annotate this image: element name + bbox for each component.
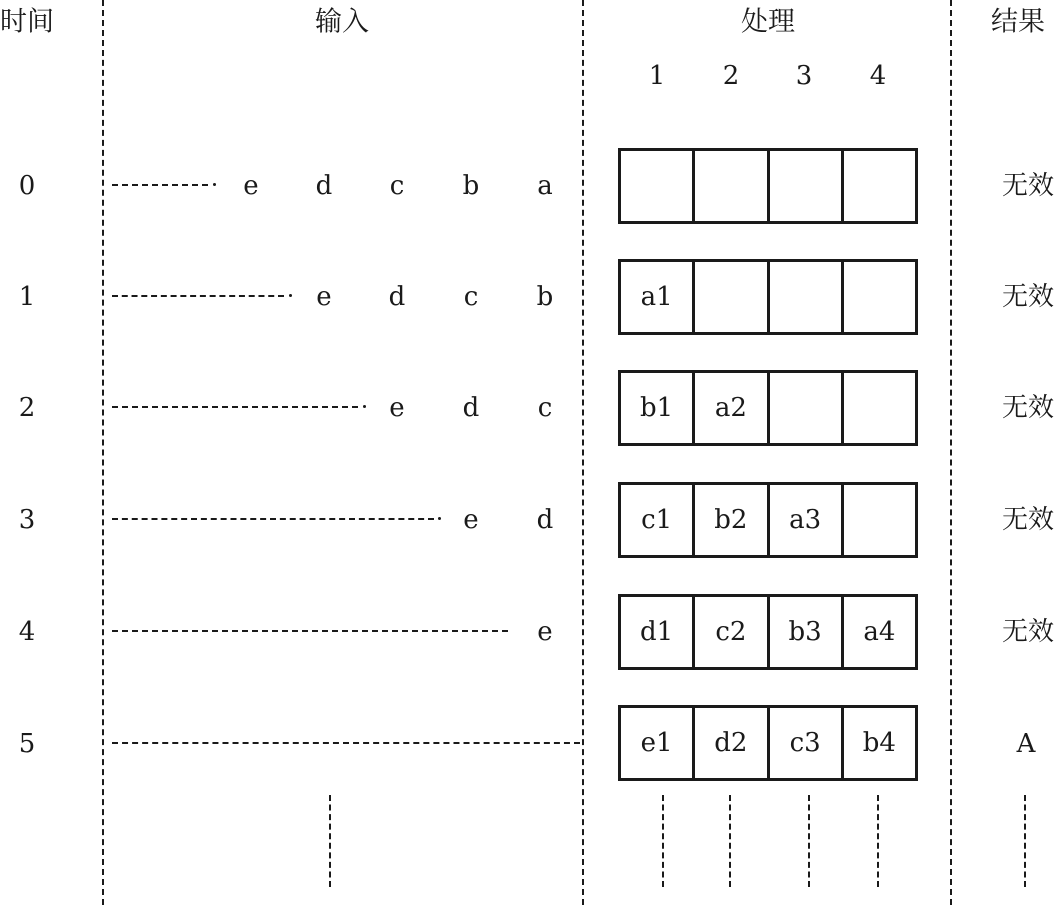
stage-cell: a4 xyxy=(841,597,915,667)
time-label: 3 xyxy=(18,505,36,535)
input-item: a xyxy=(537,171,553,201)
pipeline-stages xyxy=(618,482,918,558)
stage-number: 1 xyxy=(648,61,666,91)
input-queue-line xyxy=(112,184,208,186)
stage-cell xyxy=(841,262,915,332)
stage-cell: a3 xyxy=(767,485,841,555)
input-queue-line xyxy=(112,742,580,744)
input-item: d xyxy=(315,171,333,201)
pipeline-stages xyxy=(618,259,918,335)
result-label: 无效 xyxy=(1001,505,1055,535)
input-queue-line xyxy=(112,518,434,520)
stage-cell: c3 xyxy=(767,708,841,778)
result-label: 无效 xyxy=(1001,171,1055,201)
input-queue-dot xyxy=(213,183,216,186)
pipeline-stages xyxy=(618,148,918,224)
time-label: 5 xyxy=(18,729,36,759)
stage-cell: c1 xyxy=(641,505,673,535)
continuation-dash xyxy=(808,795,810,887)
time-label: 0 xyxy=(18,171,36,201)
input-queue-dot xyxy=(363,405,366,408)
stage-number: 3 xyxy=(795,61,813,91)
stage-cell xyxy=(767,151,841,221)
input-item: c xyxy=(389,171,405,201)
input-item: d xyxy=(388,282,406,312)
input-item: e xyxy=(463,505,479,535)
continuation-dash xyxy=(1024,795,1026,887)
stage-cell xyxy=(841,151,915,221)
column-divider-time-input xyxy=(102,0,104,905)
continuation-dash xyxy=(877,795,879,887)
stage-cell xyxy=(692,262,766,332)
input-item: e xyxy=(537,617,553,647)
stage-number: 4 xyxy=(869,61,887,91)
input-item: e xyxy=(389,393,405,423)
stage-cell: e1 xyxy=(640,728,673,758)
input-item: c xyxy=(463,282,479,312)
stage-cell: b2 xyxy=(692,485,766,555)
header-result: 结果 xyxy=(991,6,1045,38)
result-label: 无效 xyxy=(1001,282,1055,312)
stage-cell: b3 xyxy=(767,597,841,667)
header-process: 处理 xyxy=(741,6,795,38)
pipeline-stages xyxy=(618,370,918,446)
stage-cell: d1 xyxy=(640,617,674,647)
input-queue-line xyxy=(112,630,508,632)
time-label: 1 xyxy=(18,282,36,312)
continuation-dash xyxy=(329,795,331,887)
stage-cell xyxy=(841,373,915,443)
stage-cell xyxy=(621,151,692,221)
input-queue-line xyxy=(112,295,284,297)
stage-cell: b1 xyxy=(640,393,674,423)
result-label: 无效 xyxy=(1001,393,1055,423)
result-label: 无效 xyxy=(1001,617,1055,647)
column-divider-process-result xyxy=(950,0,952,905)
stage-cell xyxy=(767,373,841,443)
stage-number: 2 xyxy=(722,61,740,91)
stage-cell: d2 xyxy=(692,708,766,778)
pipeline-stages xyxy=(618,705,918,781)
stage-cell: a1 xyxy=(640,282,673,312)
stage-cell xyxy=(767,262,841,332)
continuation-dash xyxy=(662,795,664,887)
result-label: A xyxy=(1016,729,1036,759)
stage-cell: b4 xyxy=(841,708,915,778)
stage-cell xyxy=(841,485,915,555)
time-label: 2 xyxy=(18,393,36,423)
input-item: d xyxy=(536,505,554,535)
input-queue-line xyxy=(112,406,358,408)
input-item: e xyxy=(243,171,259,201)
stage-cell: a2 xyxy=(692,373,766,443)
input-queue-dot xyxy=(438,517,441,520)
column-divider-input-process xyxy=(582,0,584,905)
input-queue-dot xyxy=(289,294,292,297)
input-item: c xyxy=(537,393,553,423)
input-item: d xyxy=(462,393,480,423)
input-item: b xyxy=(462,171,480,201)
continuation-dash xyxy=(729,795,731,887)
stage-cell xyxy=(692,151,766,221)
time-label: 4 xyxy=(18,617,36,647)
header-time: 时间 xyxy=(0,6,54,38)
header-input: 输入 xyxy=(315,6,369,38)
pipeline-stages xyxy=(618,594,918,670)
input-item: e xyxy=(316,282,332,312)
input-item: b xyxy=(536,282,554,312)
stage-cell: c2 xyxy=(692,597,766,667)
